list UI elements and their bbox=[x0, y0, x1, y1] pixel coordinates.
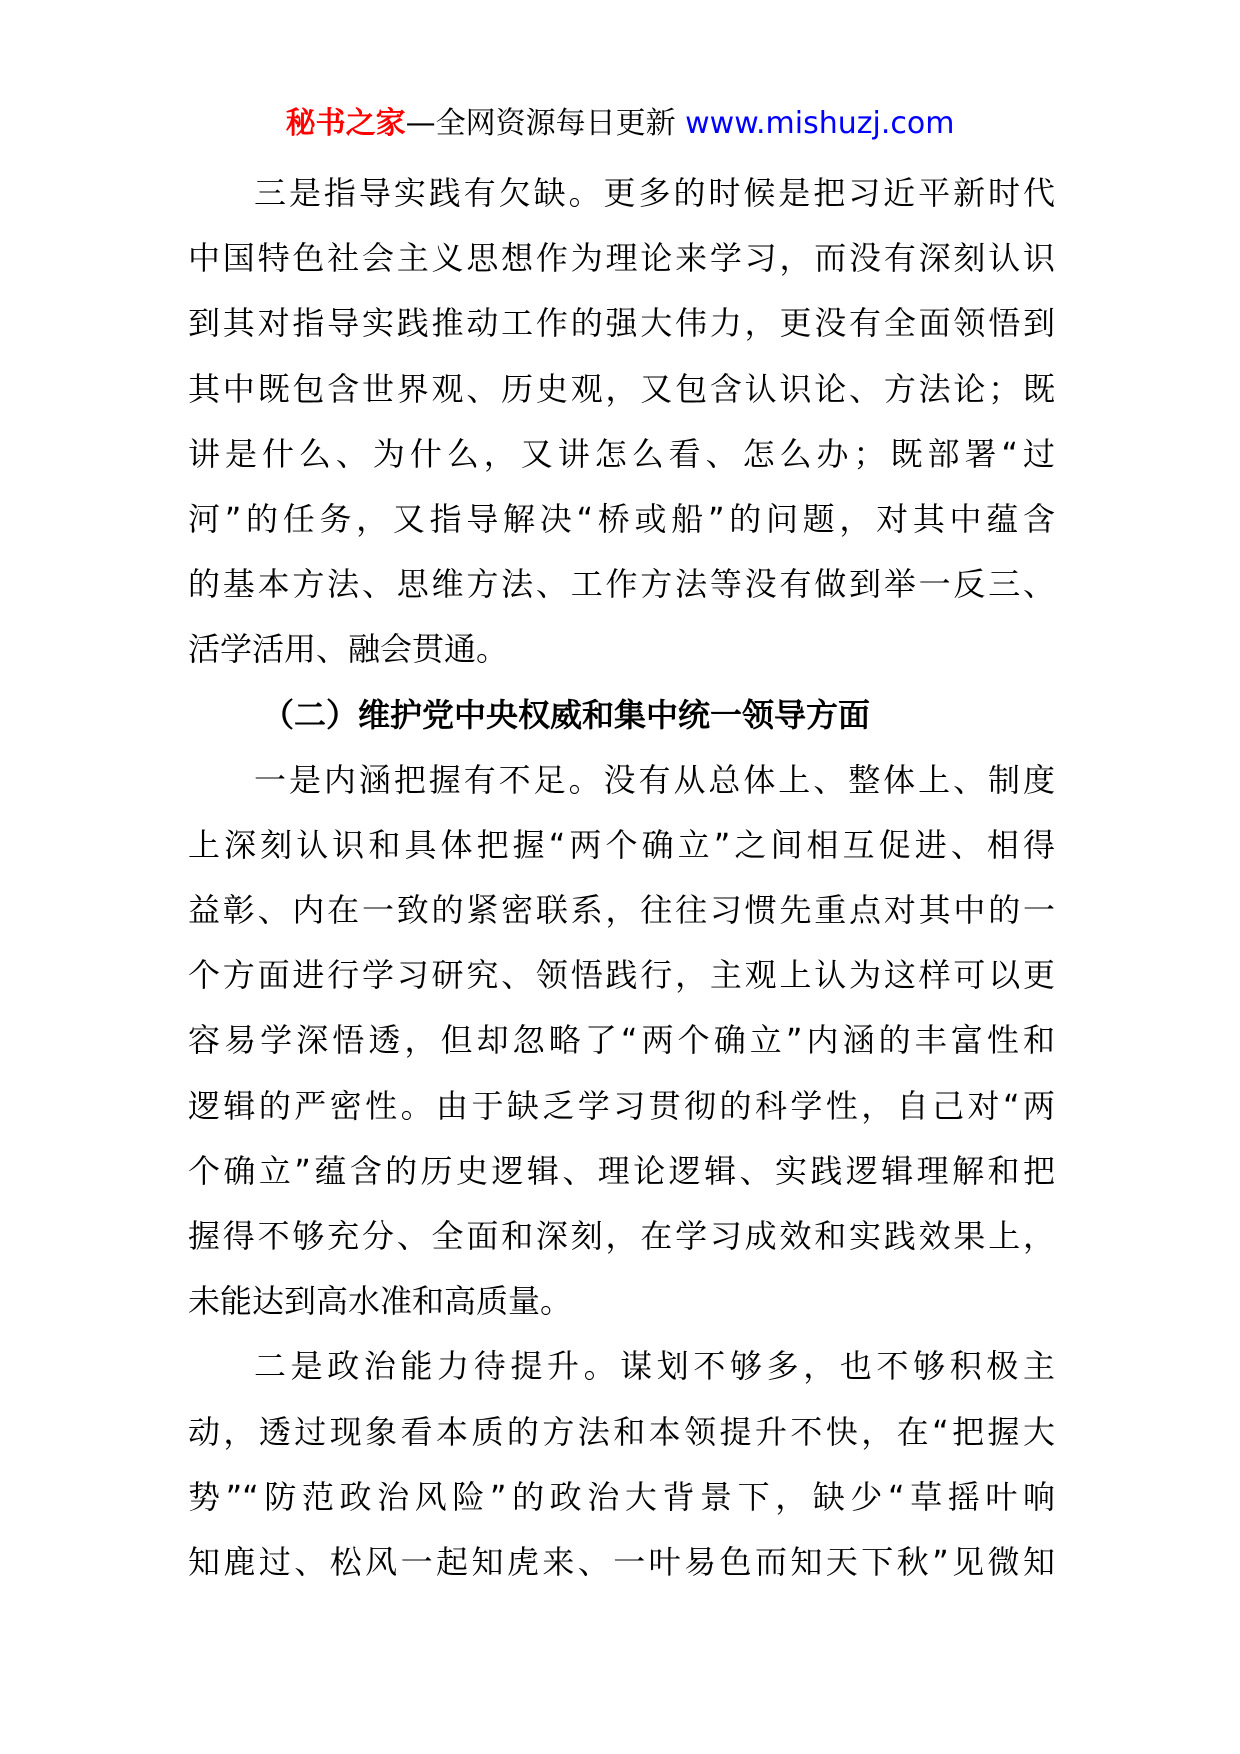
paragraph-line: 活学活用、融会贯通。 bbox=[188, 630, 509, 669]
paragraph-line: 未能达到高水准和高质量。 bbox=[188, 1282, 573, 1321]
paragraph-line: 到其对指导实践推动工作的强大伟力，更没有全面领悟到 bbox=[188, 304, 1055, 343]
paragraph-line: 其中既包含世界观、历史观，又包含认识论、方法论；既 bbox=[188, 369, 1055, 408]
paragraph-line: 握得不够充分、全面和深刻，在学习成效和实践效果上， bbox=[188, 1217, 1055, 1255]
section-heading: （二）维护党中央权威和集中统一领导方面 bbox=[262, 695, 871, 734]
header-slogan: —全网资源每日更新 bbox=[405, 106, 686, 141]
paragraph-line: 逻辑的严密性。由于缺乏学习贯彻的科学性，自己对“两 bbox=[188, 1086, 1055, 1125]
paragraph-line: 动，透过现象看本质的方法和本领提升不快，在“把握大 bbox=[188, 1412, 1055, 1451]
paragraph-line: 个确立”蕴含的历史逻辑、理论逻辑、实践逻辑理解和把 bbox=[188, 1151, 1055, 1190]
paragraph-line: 中国特色社会主义思想作为理论来学习，而没有深刻认识 bbox=[188, 239, 1055, 278]
website-link[interactable]: www.mishuzj.com bbox=[685, 106, 955, 141]
paragraph-line: 二是政治能力待提升。谋划不够多，也不够积极主 bbox=[254, 1347, 1055, 1386]
paragraph-line: 个方面进行学习研究、领悟践行，主观上认为这样可以更 bbox=[188, 956, 1055, 995]
paragraph-line: 势”“防范政治风险”的政治大背景下，缺少“草摇叶响 bbox=[188, 1477, 1055, 1516]
paragraph-line: 益彰、内在一致的紧密联系，往往习惯先重点对其中的一 bbox=[188, 891, 1055, 930]
page-header bbox=[0, 102, 1240, 146]
document-body bbox=[188, 161, 1055, 1595]
brand-name: 秘书之家 bbox=[285, 106, 406, 141]
paragraph-line: 河”的任务，又指导解决“桥或船”的问题，对其中蕴含 bbox=[188, 499, 1055, 538]
paragraph-line: 讲是什么、为什么，又讲怎么看、怎么办；既部署“过 bbox=[188, 434, 1055, 473]
paragraph-line: 一是内涵把握有不足。没有从总体上、整体上、制度 bbox=[254, 760, 1055, 799]
paragraph-line: 知鹿过、松风一起知虎来、一叶易色而知天下秋”见微知 bbox=[188, 1542, 1055, 1581]
paragraph-line: 的基本方法、思维方法、工作方法等没有做到举一反三、 bbox=[188, 565, 1055, 604]
paragraph-line: 容易学深悟透，但却忽略了“两个确立”内涵的丰富性和 bbox=[188, 1021, 1055, 1060]
paragraph-line: 上深刻认识和具体把握“两个确立”之间相互促进、相得 bbox=[188, 825, 1055, 864]
paragraph-line: 三是指导实践有欠缺。更多的时候是把习近平新时代 bbox=[254, 174, 1055, 212]
